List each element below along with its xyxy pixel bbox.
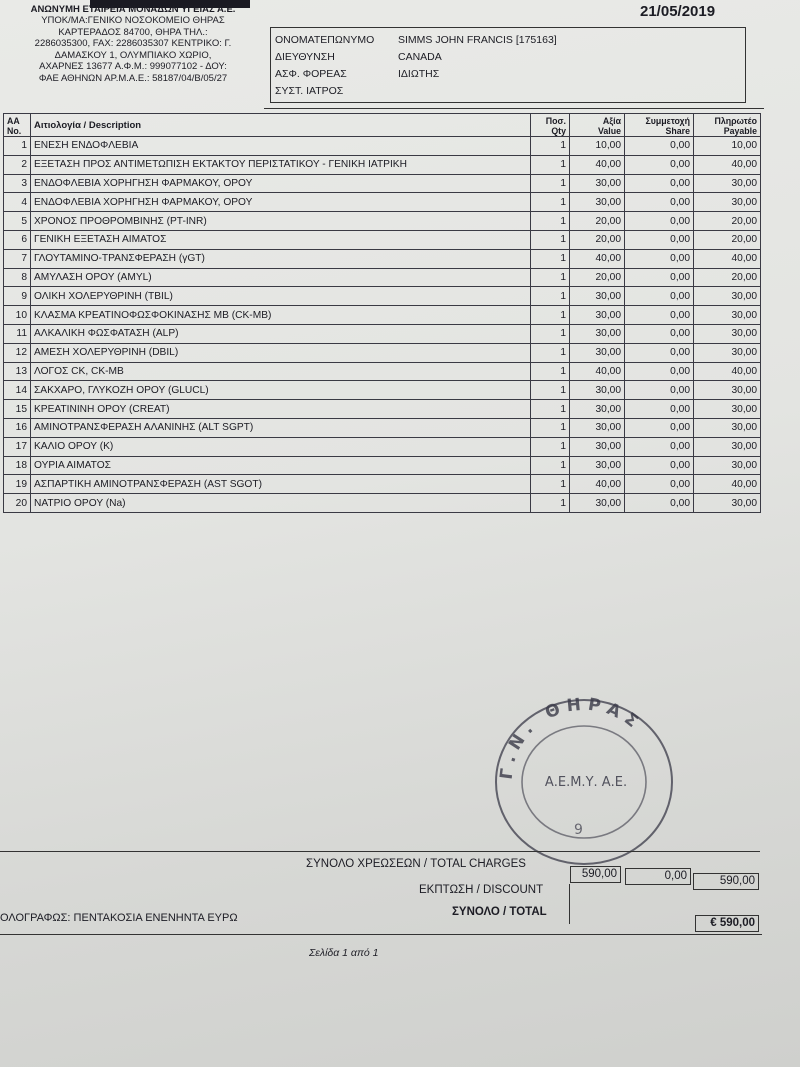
row-payable: 30,00 <box>694 324 761 343</box>
page-number: Σελίδα 1 από 1 <box>309 947 379 959</box>
row-number: 12 <box>4 343 31 362</box>
row-description: ΓΕΝΙΚΗ ΕΞΕΤΑΣΗ ΑΙΜΑΤΟΣ <box>31 230 531 249</box>
row-description: ΕΞΕΤΑΣΗ ΠΡΟΣ ΑΝΤΙΜΕΤΩΠΙΣΗ ΕΚΤΑΚΤΟΥ ΠΕΡΙΣΤΑΤΙΚΟΥ - ΓΕΝΙΚΗ ΙΑΤΡΙΚΗ <box>31 155 531 174</box>
amount-in-words: ΟΛΟΓΡΑΦΩΣ: ΠΕΝΤΑΚΟΣΙΑ ΕΝΕΝΗΝΤΑ ΕΥΡΩ <box>0 912 238 924</box>
patient-info-box <box>270 27 746 103</box>
patient-insurer-row <box>275 68 439 80</box>
row-description: ΝΑΤΡΙΟ ΟΡΟΥ (Na) <box>31 494 531 513</box>
row-qty: 1 <box>531 212 570 231</box>
row-payable: 40,00 <box>694 249 761 268</box>
row-value: 40,00 <box>570 362 625 381</box>
row-description: ΚΑΛΙΟ ΟΡΟΥ (K) <box>31 437 531 456</box>
table-row <box>4 268 761 287</box>
row-payable: 30,00 <box>694 418 761 437</box>
org-line: ΥΠΟΚ/ΜΑ:ΓΕΝΙΚΟ ΝΟΣΟΚΟΜΕΙΟ ΘΗΡΑΣ <box>41 15 225 26</box>
row-description: ΓΛΟΥΤΑΜΙΝΟ-ΤΡΑΝΣΦΕΡΑΣΗ (γGT) <box>31 249 531 268</box>
row-description: ΑΣΠΑΡΤΙΚΗ ΑΜΙΝΟΤΡΑΝΣΦΕΡΑΣΗ (AST SGOT) <box>31 475 531 494</box>
row-payable: 20,00 <box>694 230 761 249</box>
table-row <box>4 418 761 437</box>
total-charges-payable: 590,00 <box>693 873 759 890</box>
row-share: 0,00 <box>625 324 694 343</box>
table-row <box>4 287 761 306</box>
row-number: 10 <box>4 306 31 325</box>
org-title: ΑΝΩΝΥΜΗ ΕΤΑΙΡΕΙΑ ΜΟΝΑΔΩΝ ΥΓΕΙΑΣ Α.Ε. <box>30 4 236 15</box>
row-description: ΕΝΔΟΦΛΕΒΙΑ ΧΟΡΗΓΗΣΗ ΦΑΡΜΑΚΟΥ, ΟΡΟΥ <box>31 193 531 212</box>
row-number: 3 <box>4 174 31 193</box>
patient-name-label: ΟΝΟΜΑΤΕΠΩΝΥΜΟ <box>275 34 375 46</box>
row-qty: 1 <box>531 306 570 325</box>
table-row <box>4 381 761 400</box>
org-line: ΑΧΑΡΝΕΣ 13677 Α.Φ.Μ.: 999077102 - ΔΟΥ: <box>39 61 227 73</box>
patient-address-row <box>275 51 442 63</box>
total-charges-share: 0,00 <box>625 868 691 885</box>
total-charges-value: 590,00 <box>570 866 621 883</box>
row-payable: 40,00 <box>694 475 761 494</box>
row-payable: 30,00 <box>694 174 761 193</box>
row-number: 6 <box>4 230 31 249</box>
row-number: 2 <box>4 155 31 174</box>
table-row <box>4 174 761 193</box>
row-share: 0,00 <box>625 456 694 475</box>
row-description: ΑΜΥΛΑΣΗ ΟΡΟΥ (AMYL) <box>31 268 531 287</box>
row-number: 1 <box>4 137 31 156</box>
org-line: ΔΑΜΑΣΚΟΥ 1, ΟΛΥΜΠΙΑΚΟ ΧΩΡΙΟ, <box>54 49 212 61</box>
row-qty: 1 <box>531 137 570 156</box>
row-qty: 1 <box>531 324 570 343</box>
row-value: 30,00 <box>570 381 625 400</box>
org-line: 2286035300, FAX: 2286035307 ΚΕΝΤΡΙΚΟ: Γ. <box>34 38 232 50</box>
row-description: ΛΟΓΟΣ CK, CK-MB <box>31 362 531 381</box>
row-payable: 30,00 <box>694 381 761 400</box>
row-description: ΚΡΕΑΤΙΝΙΝΗ ΟΡΟΥ (CREAT) <box>31 400 531 419</box>
table-row <box>4 193 761 212</box>
row-payable: 10,00 <box>694 137 761 156</box>
row-share: 0,00 <box>625 400 694 419</box>
row-qty: 1 <box>531 456 570 475</box>
row-value: 40,00 <box>570 155 625 174</box>
invoice-date: 21/05/2019 <box>640 3 716 20</box>
row-value: 30,00 <box>570 324 625 343</box>
row-description: ΣΑΚΧΑΡΟ, ΓΛΥΚΟΖΗ ΟΡΟΥ (GLUCL) <box>31 381 531 400</box>
row-payable: 40,00 <box>694 362 761 381</box>
row-share: 0,00 <box>625 494 694 513</box>
stamp-graphic <box>490 688 680 868</box>
table-header-row <box>4 114 761 137</box>
row-share: 0,00 <box>625 155 694 174</box>
discount-label: ΕΚΠΤΩΣΗ / DISCOUNT <box>419 884 544 896</box>
grand-total-label: ΣΥΝΟΛΟ / TOTAL <box>452 906 547 918</box>
row-number: 5 <box>4 212 31 231</box>
table-row <box>4 437 761 456</box>
row-share: 0,00 <box>625 418 694 437</box>
row-number: 20 <box>4 494 31 513</box>
patient-insurer-label: ΑΣΦ. ΦΟΡΕΑΣ <box>275 68 347 80</box>
row-qty: 1 <box>531 362 570 381</box>
patient-insurer-value: ΙΔΙΩΤΗΣ <box>398 68 440 80</box>
row-share: 0,00 <box>625 362 694 381</box>
row-description: ΑΜΕΣΗ ΧΟΛΕΡΥΘΡΙΝΗ (DBIL) <box>31 343 531 362</box>
org-line: ΦΑΕ ΑΘΗΝΩΝ ΑΡ.Μ.Α.Ε.: 58187/04/Β/05/27 <box>38 72 228 84</box>
table-row <box>4 400 761 419</box>
patient-address-value: CANADA <box>398 51 442 63</box>
row-payable: 30,00 <box>694 494 761 513</box>
row-value: 30,00 <box>570 494 625 513</box>
col-no-header: ΑΑ No. <box>4 114 31 137</box>
row-share: 0,00 <box>625 381 694 400</box>
row-value: 20,00 <box>570 230 625 249</box>
total-charges-label: ΣΥΝΟΛΟ ΧΡΕΩΣΕΩΝ / TOTAL CHARGES <box>306 858 526 870</box>
row-number: 7 <box>4 249 31 268</box>
row-description: ΧΡΟΝΟΣ ΠΡΟΘΡΟΜΒΙΝΗΣ (PT-INR) <box>31 212 531 231</box>
row-qty: 1 <box>531 475 570 494</box>
row-qty: 1 <box>531 287 570 306</box>
row-value: 40,00 <box>570 249 625 268</box>
row-payable: 40,00 <box>694 155 761 174</box>
row-qty: 1 <box>531 155 570 174</box>
row-value: 30,00 <box>570 343 625 362</box>
row-value: 30,00 <box>570 456 625 475</box>
col-description-header: Αιτιολογία / Description <box>31 114 531 137</box>
row-value: 40,00 <box>570 475 625 494</box>
grand-total-value: € 590,00 <box>695 915 759 932</box>
totals-column-rule <box>569 884 570 924</box>
row-number: 4 <box>4 193 31 212</box>
row-number: 8 <box>4 268 31 287</box>
table-row <box>4 230 761 249</box>
row-number: 17 <box>4 437 31 456</box>
row-qty: 1 <box>531 249 570 268</box>
row-number: 9 <box>4 287 31 306</box>
row-qty: 1 <box>531 494 570 513</box>
row-payable: 30,00 <box>694 193 761 212</box>
patient-name-row <box>275 34 557 46</box>
patient-doctor-label: ΣΥΣΤ. ΙΑΤΡΟΣ <box>275 85 344 97</box>
row-share: 0,00 <box>625 174 694 193</box>
org-line: ΚΑΡΤΕΡΑΔΟΣ 84700, ΘΗΡΑ ΤΗΛ.: <box>58 26 208 38</box>
row-qty: 1 <box>531 174 570 193</box>
row-qty: 1 <box>531 343 570 362</box>
table-row <box>4 324 761 343</box>
table-row <box>4 494 761 513</box>
row-description: ΕΝΕΣΗ ΕΝΔΟΦΛΕΒΙΑ <box>31 137 531 156</box>
stamp-center-text: Α.Ε.Μ.Υ. Α.Ε. <box>544 775 628 790</box>
row-number: 11 <box>4 324 31 343</box>
table-row <box>4 155 761 174</box>
row-qty: 1 <box>531 400 570 419</box>
table-row <box>4 475 761 494</box>
row-share: 0,00 <box>625 475 694 494</box>
row-number: 14 <box>4 381 31 400</box>
row-number: 16 <box>4 418 31 437</box>
row-payable: 30,00 <box>694 287 761 306</box>
table-row <box>4 456 761 475</box>
row-value: 30,00 <box>570 193 625 212</box>
row-qty: 1 <box>531 418 570 437</box>
row-payable: 30,00 <box>694 306 761 325</box>
stamp-mark: 9 <box>574 822 583 838</box>
col-qty-header: Ποσ. Qty <box>531 114 570 137</box>
row-share: 0,00 <box>625 343 694 362</box>
official-stamp <box>490 688 680 868</box>
table-row <box>4 306 761 325</box>
row-share: 0,00 <box>625 306 694 325</box>
table-row <box>4 343 761 362</box>
col-payable-header: Πληρωτέο Payable <box>694 114 761 137</box>
table-row <box>4 249 761 268</box>
row-payable: 20,00 <box>694 268 761 287</box>
row-value: 30,00 <box>570 287 625 306</box>
row-share: 0,00 <box>625 437 694 456</box>
row-payable: 30,00 <box>694 343 761 362</box>
row-payable: 30,00 <box>694 400 761 419</box>
row-description: ΕΝΔΟΦΛΕΒΙΑ ΧΟΡΗΓΗΣΗ ΦΑΡΜΑΚΟΥ, ΟΡΟΥ <box>31 174 531 193</box>
row-share: 0,00 <box>625 230 694 249</box>
header-divider <box>264 108 764 109</box>
row-description: ΟΛΙΚΗ ΧΟΛΕΡΥΘΡΙΝΗ (TBIL) <box>31 287 531 306</box>
row-description: ΑΛΚΑΛΙΚΗ ΦΩΣΦΑΤΑΣΗ (ALP) <box>31 324 531 343</box>
row-number: 18 <box>4 456 31 475</box>
row-qty: 1 <box>531 230 570 249</box>
row-share: 0,00 <box>625 268 694 287</box>
row-number: 13 <box>4 362 31 381</box>
line-items-table <box>3 113 761 513</box>
row-number: 15 <box>4 400 31 419</box>
row-share: 0,00 <box>625 287 694 306</box>
row-value: 20,00 <box>570 268 625 287</box>
table-row <box>4 137 761 156</box>
row-value: 30,00 <box>570 174 625 193</box>
row-qty: 1 <box>531 381 570 400</box>
col-value-header: Αξία Value <box>570 114 625 137</box>
patient-doctor-row <box>275 85 398 97</box>
organization-block <box>2 4 264 85</box>
row-share: 0,00 <box>625 249 694 268</box>
row-share: 0,00 <box>625 137 694 156</box>
row-payable: 30,00 <box>694 437 761 456</box>
table-row <box>4 212 761 231</box>
row-qty: 1 <box>531 193 570 212</box>
row-share: 0,00 <box>625 193 694 212</box>
row-share: 0,00 <box>625 212 694 231</box>
svg-text:Γ.Ν. ΘΗΡΑΣ <box>497 694 647 780</box>
row-number: 19 <box>4 475 31 494</box>
row-qty: 1 <box>531 268 570 287</box>
footer-divider <box>0 934 762 935</box>
table-row <box>4 362 761 381</box>
col-share-header: Συμμετοχή Share <box>625 114 694 137</box>
patient-name-value: SIMMS JOHN FRANCIS [175163] <box>398 34 557 46</box>
row-value: 30,00 <box>570 306 625 325</box>
row-value: 20,00 <box>570 212 625 231</box>
row-value: 30,00 <box>570 400 625 419</box>
row-payable: 30,00 <box>694 456 761 475</box>
patient-address-label: ΔΙΕΥΘΥΝΣΗ <box>275 51 335 63</box>
row-value: 30,00 <box>570 418 625 437</box>
row-qty: 1 <box>531 437 570 456</box>
row-description: ΟΥΡΙΑ ΑΙΜΑΤΟΣ <box>31 456 531 475</box>
row-description: ΚΛΑΣΜΑ ΚΡΕΑΤΙΝΟΦΩΣΦΟΚΙΝΑΣΗΣ MB (CK-MB) <box>31 306 531 325</box>
totals-divider <box>0 851 760 852</box>
row-value: 30,00 <box>570 437 625 456</box>
stamp-arc-text: Γ.Ν. ΘΗΡΑΣ <box>496 694 647 781</box>
row-value: 10,00 <box>570 137 625 156</box>
row-description: ΑΜΙΝΟΤΡΑΝΣΦΕΡΑΣΗ ΑΛΑΝΙΝΗΣ (ALT SGPT) <box>31 418 531 437</box>
row-payable: 20,00 <box>694 212 761 231</box>
